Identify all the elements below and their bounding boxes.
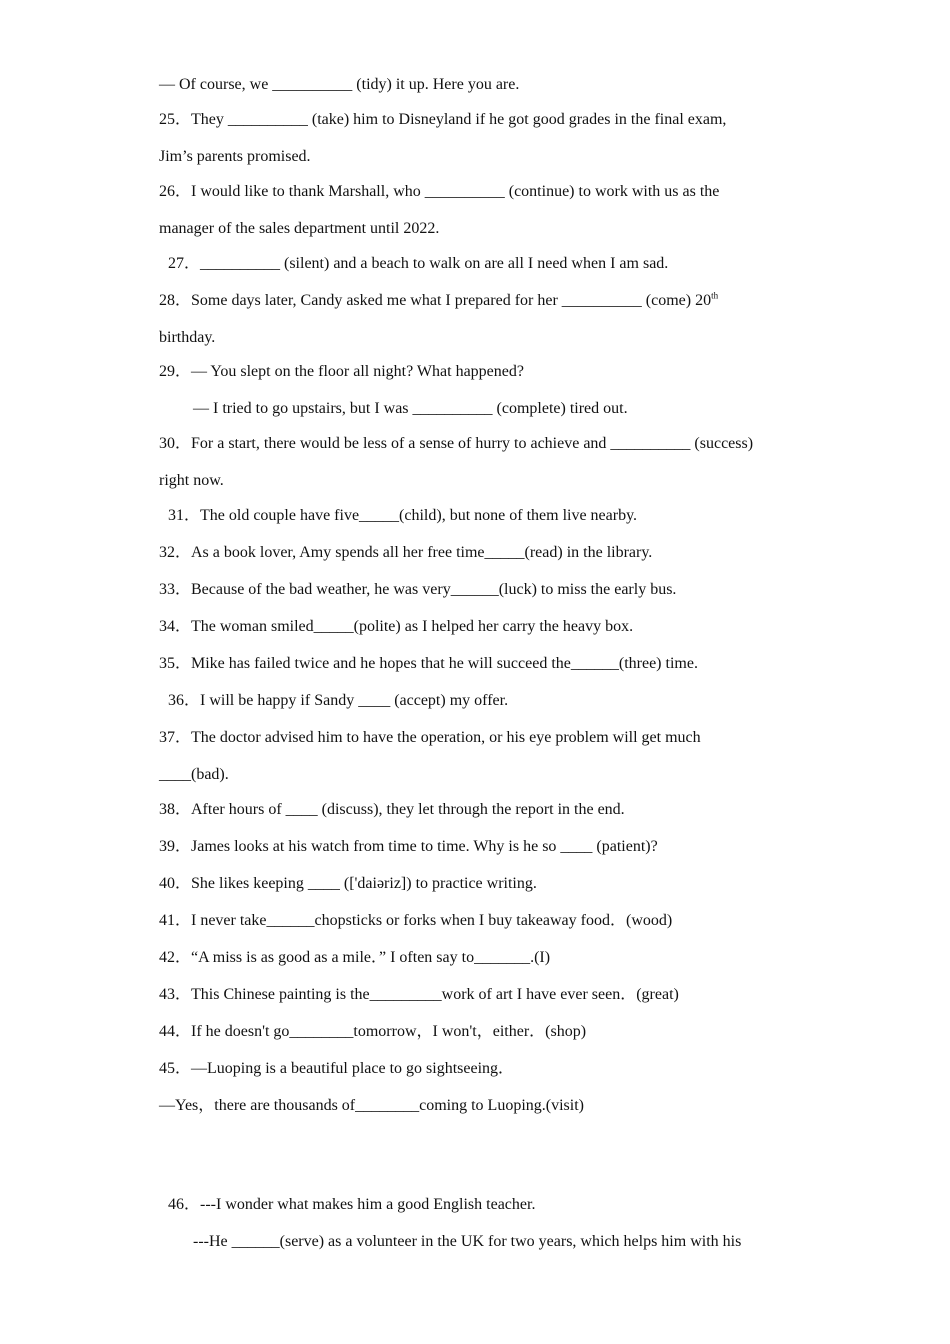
text-line: 29．— You slept on the floor all night? What happened? bbox=[159, 363, 524, 380]
text-line: 37．The doctor advised him to have the operation, or his eye problem will get much bbox=[159, 729, 701, 746]
text-line: 40．She likes keeping ____ (['daiəriz]) to practice writing. bbox=[159, 875, 537, 892]
text-line: —Yes，there are thousands of________coming to Luoping.(visit) bbox=[159, 1097, 584, 1114]
text-line: right now. bbox=[159, 472, 224, 489]
text-line: 30．For a start, there would be less of a sense of hurry to achieve and __________ (success) bbox=[159, 435, 754, 452]
text-line: 35．Mike has failed twice and he hopes that he will succeed the______(three) time. bbox=[159, 655, 698, 672]
text-line: 25．They __________ (take) him to Disneyland if he got good grades in the final exam, bbox=[159, 111, 727, 128]
text-line: 33．Because of the bad weather, he was very______(luck) to miss the early bus. bbox=[159, 581, 677, 598]
text-line: ---He ______(serve) as a volunteer in the UK for two years, which helps him with his bbox=[193, 1233, 742, 1250]
text-line: Jim’s parents promised. bbox=[159, 148, 311, 165]
text-line: 26．I would like to thank Marshall, who __________ (continue) to work with us as the bbox=[159, 183, 720, 200]
text-line: 46．---I wonder what makes him a good English teacher. bbox=[168, 1196, 536, 1213]
text-line: — I tried to go upstairs, but I was __________ (complete) tired out. bbox=[193, 400, 628, 417]
text-line: 39．James looks at his watch from time to time. Why is he so ____ (patient)? bbox=[159, 838, 658, 855]
text-line: birthday. bbox=[159, 329, 216, 346]
text-line: — Of course, we __________ (tidy) it up. Here you are. bbox=[159, 76, 520, 93]
text-line: 44．If he doesn't go________tomorrow，I won't，either．(shop) bbox=[159, 1023, 587, 1040]
text-line bbox=[159, 291, 718, 311]
text-line: 27．__________ (silent) and a beach to walk on are all I need when I am sad. bbox=[168, 255, 669, 272]
text-line: 41．I never take______chopsticks or forks when I buy takeaway food．(wood) bbox=[159, 912, 673, 929]
superscript: th bbox=[711, 290, 719, 301]
text-line: 34．The woman smiled_____(polite) as I helped her carry the heavy box. bbox=[159, 618, 634, 635]
text-line: 32．As a book lover, Amy spends all her free time_____(read) in the library. bbox=[159, 544, 653, 561]
text-line: 31．The old couple have five_____(child), but none of them live nearby. bbox=[168, 507, 638, 524]
text-line: 36．I will be happy if Sandy ____ (accept) my offer. bbox=[168, 692, 509, 709]
text-line: 38．After hours of ____ (discuss), they let through the report in the end. bbox=[159, 801, 625, 818]
text-line-main: 28．Some days later, Candy asked me what I prepared for her __________ (come) 20 bbox=[159, 292, 712, 309]
text-line: 45．—Luoping is a beautiful place to go sightseeing． bbox=[159, 1060, 515, 1077]
text-line: 43．This Chinese painting is the_________work of art I have ever seen．(great) bbox=[159, 986, 679, 1003]
text-line: 42．“A miss is as good as a mile．” I often say to_______.(I) bbox=[159, 949, 551, 966]
text-line: manager of the sales department until 2022. bbox=[159, 220, 440, 237]
text-line: ____(bad). bbox=[159, 766, 229, 783]
